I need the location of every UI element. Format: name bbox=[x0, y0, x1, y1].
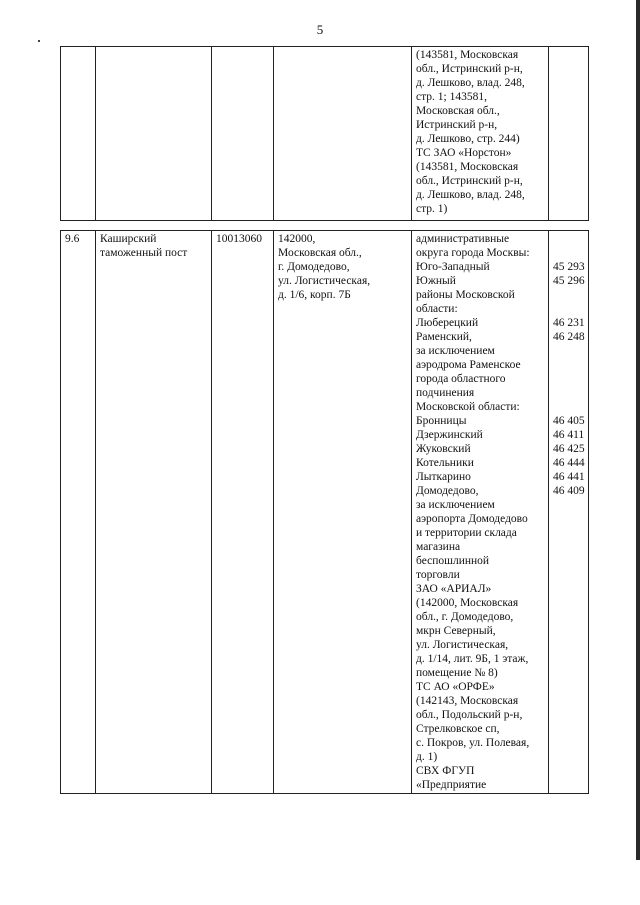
description-line: Московская обл., bbox=[416, 105, 500, 117]
description-line: Раменский, bbox=[416, 331, 472, 343]
cell-number bbox=[61, 47, 96, 221]
cell-address bbox=[274, 47, 412, 221]
description-line: области: bbox=[416, 303, 458, 315]
description-line: ЗАО «АРИАЛ» bbox=[416, 583, 492, 595]
description-line: Жуковский bbox=[416, 443, 471, 455]
description-line: д. Лешково, влад. 248, bbox=[416, 77, 525, 89]
description-line: обл., Подольский р-н, bbox=[416, 709, 523, 721]
description-line: Московской области: bbox=[416, 401, 520, 413]
description-line: д. 1) bbox=[416, 751, 438, 763]
description-line: СВХ ФГУП bbox=[416, 765, 475, 777]
cell-code bbox=[212, 231, 274, 794]
okato-code bbox=[553, 302, 584, 316]
description-line: стр. 1; 143581, bbox=[416, 91, 487, 103]
address-lines bbox=[278, 232, 407, 302]
description-line: за исключением bbox=[416, 345, 495, 357]
okato-code bbox=[553, 386, 584, 400]
description-line: подчинения bbox=[416, 387, 475, 399]
description-line: д. Лешково, влад. 248, bbox=[416, 189, 525, 201]
page-number: 5 bbox=[316, 22, 324, 37]
cell-number bbox=[61, 231, 96, 794]
okato-code bbox=[553, 232, 584, 246]
table-continuation bbox=[60, 46, 589, 221]
description-line: Люберецкий bbox=[416, 317, 479, 329]
description-line: Юго-Западный bbox=[416, 261, 490, 273]
description-line: (143581, Московская bbox=[416, 161, 519, 173]
description-line: Южный bbox=[416, 275, 456, 287]
okato-code: 45 293 bbox=[553, 261, 585, 273]
description-line: мкрн Северный, bbox=[416, 625, 496, 637]
okato-code: 46 231 bbox=[553, 317, 585, 329]
description-lines bbox=[416, 48, 544, 216]
okato-code bbox=[553, 344, 584, 358]
description-line: «Предприятие bbox=[416, 779, 487, 791]
okato-code: 46 409 bbox=[553, 485, 585, 497]
description-line: ул. Логистическая, bbox=[416, 639, 509, 651]
cell-name bbox=[96, 231, 212, 794]
cell-description bbox=[412, 47, 549, 221]
description-line: Домодедово, bbox=[416, 485, 479, 497]
okato-code bbox=[553, 246, 584, 260]
okato-code: 46 444 bbox=[553, 457, 585, 469]
scan-edge-shadow bbox=[636, 0, 640, 860]
description-line: (142000, Московская bbox=[416, 597, 519, 609]
description-line: (143581, Московская bbox=[416, 49, 519, 61]
post-code: 10013060 bbox=[216, 233, 262, 245]
description-lines bbox=[416, 232, 544, 792]
post-name-line: Каширский bbox=[100, 233, 157, 245]
post-name-line: таможенный пост bbox=[100, 247, 188, 259]
okato-codes bbox=[553, 232, 584, 498]
address-line: г. Домодедово, bbox=[278, 261, 350, 273]
description-line: торговли bbox=[416, 569, 460, 581]
address-line: д. 1/6, корп. 7Б bbox=[278, 289, 351, 301]
description-line: магазина bbox=[416, 541, 461, 553]
description-line: Стрелковское сп, bbox=[416, 723, 500, 735]
okato-code: 45 296 bbox=[553, 275, 585, 287]
description-line: обл., Истринский р-н, bbox=[416, 175, 523, 187]
description-line: Котельники bbox=[416, 457, 474, 469]
address-line: 142000, bbox=[278, 233, 316, 245]
okato-code bbox=[553, 358, 584, 372]
table-customs-post bbox=[60, 230, 589, 794]
post-name-lines bbox=[100, 232, 207, 260]
description-line: аэродрома Раменское bbox=[416, 359, 521, 371]
description-line: ТС АО «ОРФЕ» bbox=[416, 681, 495, 693]
row-number: 9.6 bbox=[65, 233, 80, 245]
description-line: д. 1/14, лит. 9Б, 1 этаж, bbox=[416, 653, 529, 665]
cell-description bbox=[412, 231, 549, 794]
okato-code: 46 405 bbox=[553, 415, 585, 427]
description-line: стр. 1) bbox=[416, 203, 448, 215]
description-line: обл., Истринский р-н, bbox=[416, 63, 523, 75]
okato-code: 46 425 bbox=[553, 443, 585, 455]
address-line: Московская обл., bbox=[278, 247, 362, 259]
description-line: Истринский р-н, bbox=[416, 119, 498, 131]
cell-code bbox=[212, 47, 274, 221]
description-line: (142143, Московская bbox=[416, 695, 519, 707]
okato-code: 46 248 bbox=[553, 331, 585, 343]
description-line: обл., г. Домодедово, bbox=[416, 611, 514, 623]
okato-code bbox=[553, 400, 584, 414]
cell-okato bbox=[549, 47, 589, 221]
okato-code: 46 441 bbox=[553, 471, 585, 483]
cell-name bbox=[96, 47, 212, 221]
cell-address bbox=[274, 231, 412, 794]
description-line: районы Московской bbox=[416, 289, 515, 301]
description-line: за исключением bbox=[416, 499, 495, 511]
address-line: ул. Логистическая, bbox=[278, 275, 371, 287]
description-line: с. Покров, ул. Полевая, bbox=[416, 737, 530, 749]
description-line: города областного bbox=[416, 373, 506, 385]
description-line: округа города Москвы: bbox=[416, 247, 530, 259]
okato-code: 46 411 bbox=[553, 429, 585, 441]
description-line: аэропорта Домодедово bbox=[416, 513, 528, 525]
okato-code bbox=[553, 372, 584, 386]
scan-speck bbox=[38, 40, 40, 42]
cell-okato bbox=[549, 231, 589, 794]
description-line: помещение № 8) bbox=[416, 667, 498, 679]
description-line: и территории склада bbox=[416, 527, 517, 539]
description-line: Лыткарино bbox=[416, 471, 471, 483]
okato-code bbox=[553, 288, 584, 302]
description-line: административные bbox=[416, 233, 510, 245]
description-line: Бронницы bbox=[416, 415, 467, 427]
description-line: беспошлинной bbox=[416, 555, 490, 567]
description-line: д. Лешково, стр. 244) bbox=[416, 133, 520, 145]
description-line: Дзержинский bbox=[416, 429, 483, 441]
description-line: ТС ЗАО «Норстон» bbox=[416, 147, 512, 159]
